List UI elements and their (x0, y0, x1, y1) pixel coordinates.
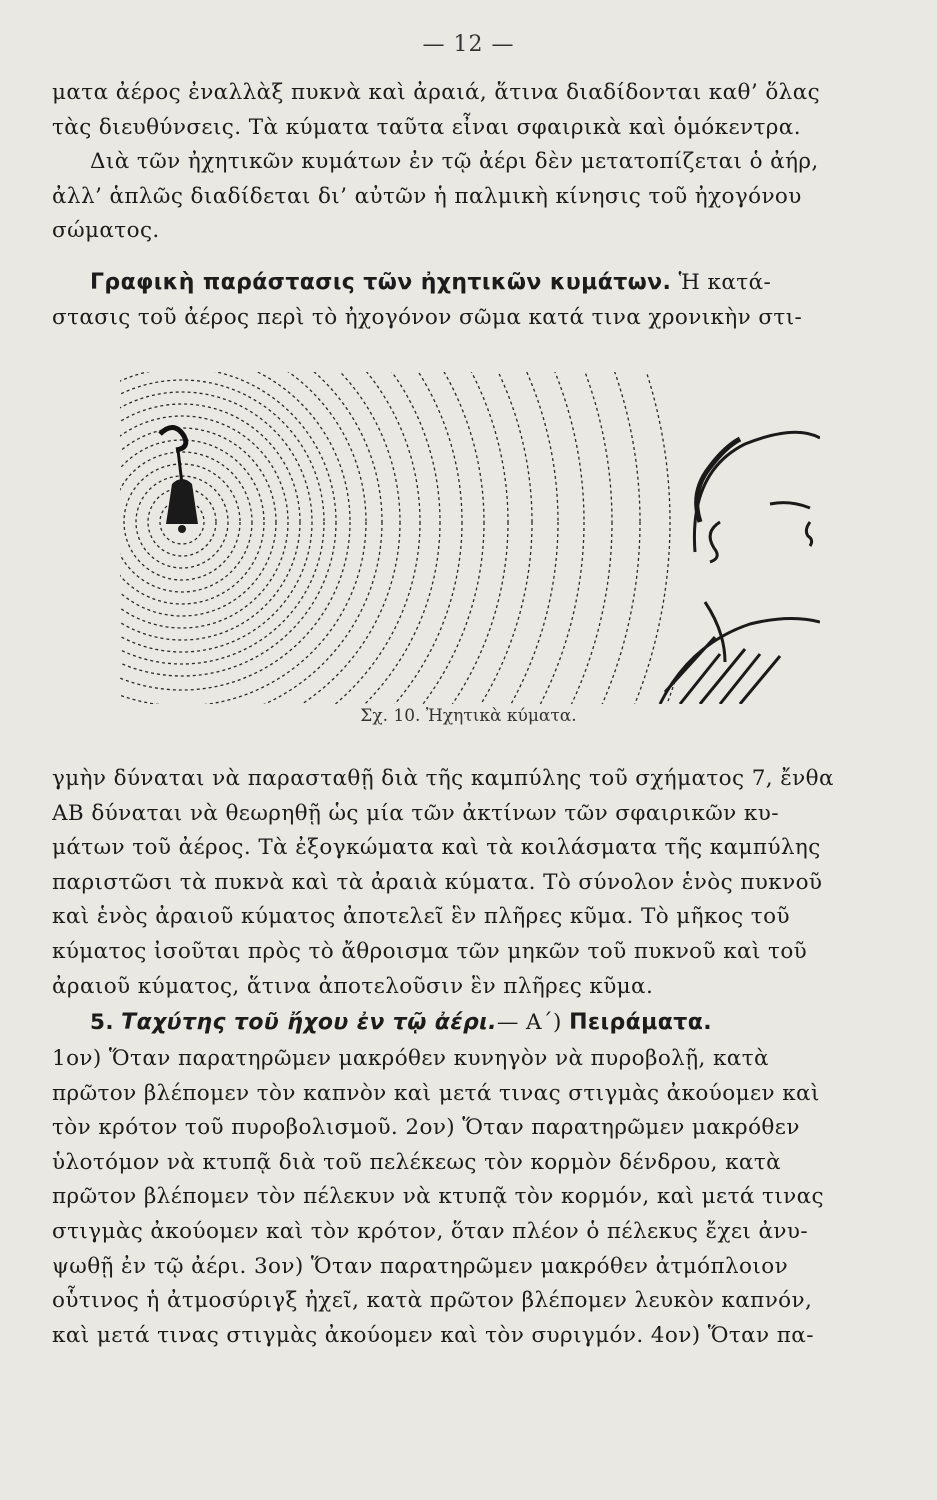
section-graphical-representation (52, 266, 872, 335)
text-line: πρῶτον βλέπομεν τὸν καπνὸν καὶ μετά τινας στιγμὰς ἀκούομεν καὶ (52, 1080, 820, 1106)
text-line: 1ον) Ὅταν παρατηρῶμεν μακρόθεν κυνηγὸν νὰ πυροβολῇ, κατὰ (52, 1046, 769, 1071)
figure-caption: Σχ. 10. Ἠχητικὰ κύματα. (360, 706, 577, 726)
text-line: στιγμὰς ἀκούομεν καὶ τὸν κρότον, ὅταν πλέον ὁ πέλεκυς ἔχει ἀνυ- (52, 1218, 809, 1244)
section-number: 5. (90, 1010, 114, 1035)
text-line: κύματος ἰσοῦται πρὸς τὸ ἄθροισμα τῶν μηκῶν τοῦ πυκνοῦ καὶ τοῦ (52, 938, 808, 964)
text-line: ΑΒ δύναται νὰ θεωρηθῇ ὡς μία τῶν ἀκτίνων τῶν σφαιρικῶν κυ- (52, 800, 779, 826)
text-line: στασις τοῦ ἀέρος περὶ τὸ ἠχογόνον σῶμα κατά τινα χρονικὴν στι- (52, 304, 803, 330)
text-fragment: — Α΄) (496, 1010, 562, 1035)
text-line: Διὰ τῶν ἠχητικῶν κυμάτων ἐν τῷ ἀέρι δὲν μετατοπίζεται ὁ ἀήρ, (90, 149, 819, 175)
text-line (52, 266, 872, 301)
text-line: ματα ἀέρος ἐναλλὰξ πυκνὰ καὶ ἀραιά, ἅτινα διαδίδονται καθ’ ὅλας (52, 80, 821, 105)
subheading: Πειράματα. (569, 1010, 712, 1035)
page-number: — 12 — (422, 32, 515, 57)
paragraph-wave-curve (52, 762, 872, 1004)
text-line: μάτων τοῦ ἀέρος. Τὰ ἐξογκώματα καὶ τὰ κοιλάσματα τῆς καμπύλης (52, 835, 821, 861)
section-speed-of-sound (52, 1006, 872, 1041)
text-fragment: Ἡ κατά- (671, 270, 772, 295)
section-heading: Ταχύτης τοῦ ἤχου ἐν τῷ ἀέρι. (121, 1010, 497, 1035)
text-line: οὗτινος ἡ ἀτμοσύριγξ ἠχεῖ, κατὰ πρῶτον βλέπομεν λευκὸν καπνόν, (52, 1288, 813, 1314)
text-line: ἀλλ’ ἁπλῶς διαδίδεται δι’ αὐτῶν ἡ παλμικὴ κίνησις τοῦ ἠχογόνου (52, 183, 802, 209)
text-line: πρῶτον βλέπομεν τὸν πέλεκυν νὰ κτυπᾷ τὸν κορμόν, καὶ μετά τινας (52, 1184, 824, 1210)
text-line: παριστῶσι τὰ πυκνὰ καὶ τὰ ἀραιὰ κύματα. Τὸ σύνολον ἑνὸς πυκνοῦ (52, 869, 823, 895)
bell-icon (160, 427, 198, 533)
text-line: γμὴν δύναται νὰ παρασταθῇ διὰ τῆς καμπύλης τοῦ σχήματος 7, ἔνθα (52, 766, 834, 791)
text-line (52, 1006, 872, 1041)
sound-waves-figure (120, 372, 820, 704)
text-line: καὶ ἑνὸς ἀραιοῦ κύματος ἀποτελεῖ ἓν πλῆρες κῦμα. Τὸ μῆκος τοῦ (52, 904, 790, 930)
text-line: ἀραιοῦ κύματος, ἅτινα ἀποτελοῦσιν ἓν πλῆρες κῦμα. (52, 973, 654, 999)
paragraph-experiments (52, 1042, 872, 1353)
paragraph-intro (52, 76, 872, 249)
text-line: σώματος. (52, 218, 160, 244)
text-line: τὸν κρότον τοῦ πυροβολισμοῦ. 2ον) Ὅταν παρατηρῶμεν μακρόθεν (52, 1115, 800, 1141)
text-line: τὰς διευθύνσεις. Τὰ κύματα ταῦτα εἶναι σφαιρικὰ καὶ ὁμόκεντρα. (52, 114, 801, 140)
sound-waves-illustration (120, 372, 820, 704)
text-line: ὑλοτόμον νὰ κτυπᾷ διὰ τοῦ πελέκεως τὸν κορμὸν δένδρου, κατὰ (52, 1149, 782, 1175)
text-line: καὶ μετά τινας στιγμὰς ἀκούομεν καὶ τὸν συριγμόν. 4ον) Ὅταν πα- (52, 1322, 814, 1348)
wave-rings (120, 372, 700, 704)
text-line: ψωθῇ ἐν τῷ ἀέρι. 3ον) Ὅταν παρατηρῶμεν μακρόθεν ἀτμόπλοιον (52, 1253, 789, 1279)
section-heading: Γραφικὴ παράστασις τῶν ἠχητικῶν κυμάτων. (90, 270, 672, 295)
